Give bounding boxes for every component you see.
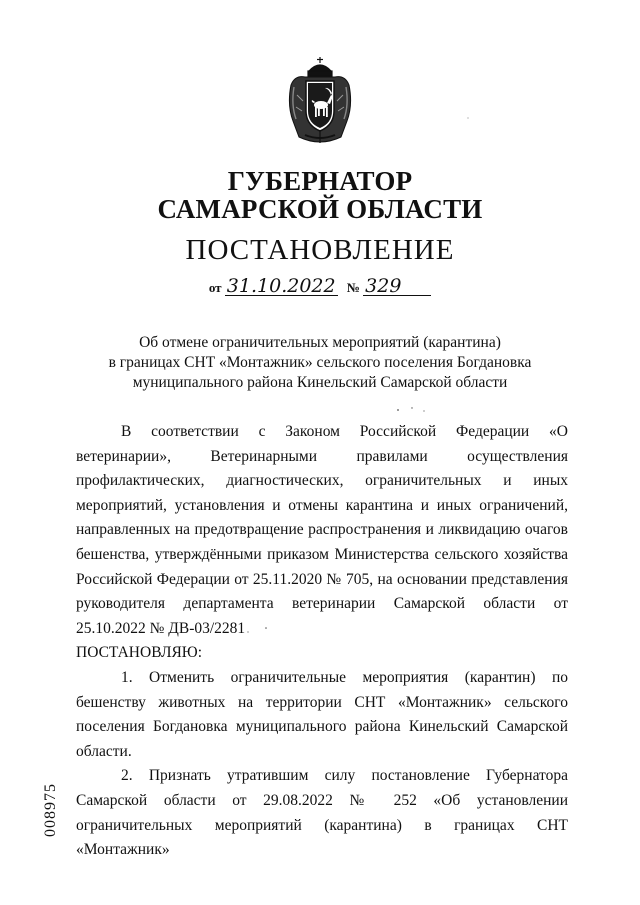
title-line: в границах СНТ «Монтажник» сельского поселения Богдановка — [108, 354, 532, 371]
margin-registration-number — [38, 766, 58, 856]
date-value: 31.10.2022 — [226, 275, 336, 297]
item-2-paragraph: 2. Признать утратившим силу постановление Губернатора Самарской области от 29.08.2022 № 252 «Об установлении ограничительных мероприятий (карантина) в границах СНТ «Монтажник» — [76, 767, 568, 859]
number-value: 329 — [363, 277, 431, 296]
coat-of-arms-icon — [285, 55, 355, 147]
document-body — [76, 420, 568, 863]
org-line-2: САМАРСКОЙ ОБЛАСТИ — [157, 194, 483, 224]
decree-word: ПОСТАНОВЛЯЮ: — [76, 644, 203, 662]
date-label: от — [208, 280, 222, 295]
preamble-paragraph: В соответствии с Законом Российской Федерации «О ветеринарии», Ветеринарными правилами осуществления профилактических, диагностических, ограничительных и иных мероприятий, установления и отмены карантина и иных ограничений, направленных на предотвращение распространения и ликвидацию очагов бешенства, утверждёнными приказом Министерства сельского хозяйства Российской Федерации от 25.11.2020 № 705, на основании представления руководителя департамента ветеринарии Самарской области от 25.10.2022 № ДВ-03/2281 — [76, 423, 568, 637]
number-label: № — [346, 280, 360, 295]
registration-line — [0, 277, 640, 296]
document-title — [70, 333, 570, 393]
title-line: муниципального района Кинельский Самарской области — [132, 374, 508, 391]
margin-number-text: 008975 — [42, 783, 59, 837]
item-1-paragraph: 1. Отменить ограничительные мероприятия (карантин) по бешенству животных на территории СНТ «Монтажник» сельского поселения Богдановка муниципального района Кинельский Самарской области. — [76, 668, 568, 760]
org-line-1: ГУБЕРНАТОР — [227, 166, 413, 196]
document-type: ПОСТАНОВЛЕНИЕ — [185, 234, 455, 266]
title-line: Об отмене ограничительных мероприятий (карантина) — [139, 334, 501, 351]
